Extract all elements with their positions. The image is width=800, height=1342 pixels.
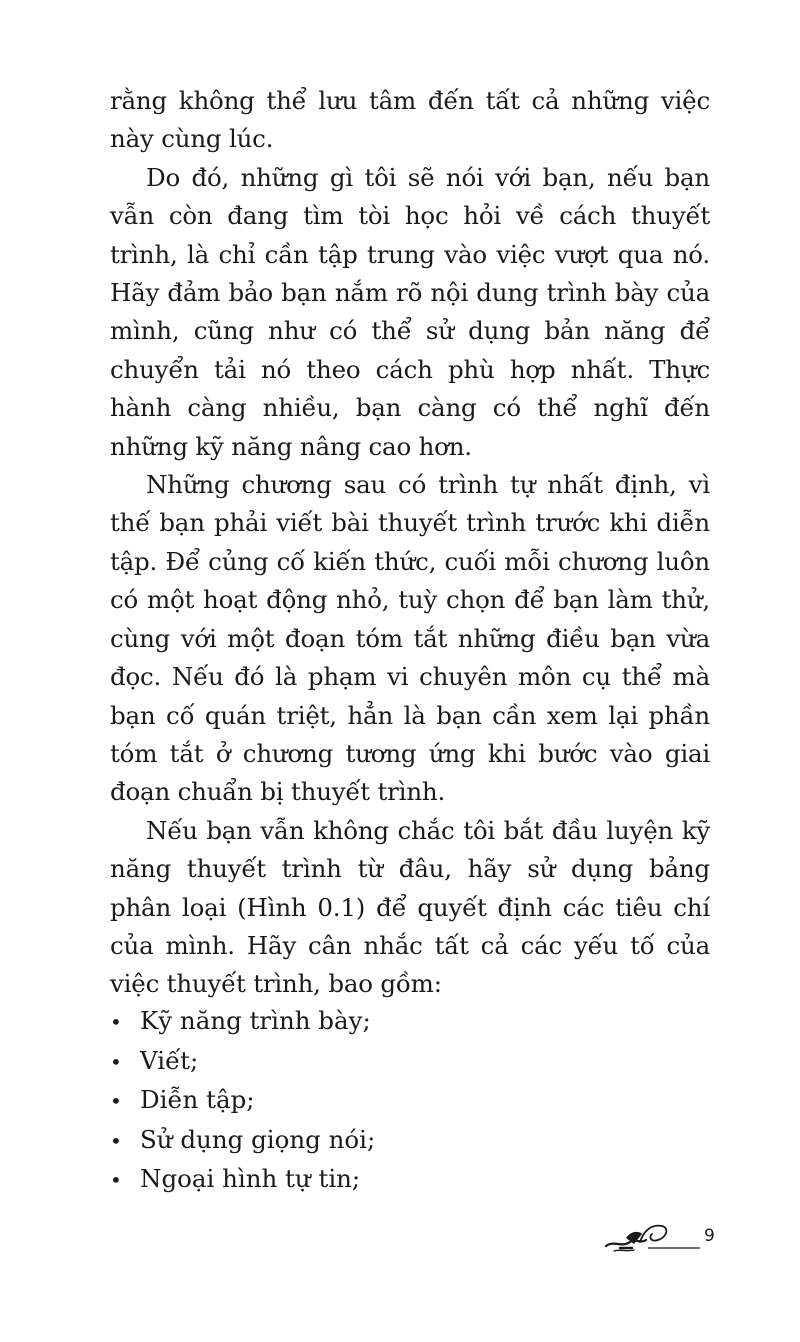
bullet-icon: •: [110, 1010, 122, 1034]
list-item-label: Sử dụng giọng nói;: [140, 1124, 376, 1154]
bullet-icon: •: [110, 1049, 122, 1074]
paragraph-chapter-order: Những chương sau có trình tự nhất định, vì thế bạn phải viết bài thuyết trình trước khi diễn tập. Để củng cố kiến thức, cuối mỗi chương luôn có một hoạt động nhỏ, tuỳ chọn để bạn làm thử, cùng với một đoạn tóm tắt những điều bạn vừa đọc. Nếu đó là phạm vi chuyên môn cụ thể mà bạn cố quán triệt, hẳn là bạn cần xem lại phần tóm tắt ở chương tương ứng khi bước vào giai đoạn chuẩn bị thuyết trình.: [110, 470, 710, 807]
bullet-icon: •: [110, 1168, 122, 1192]
body-text: [110, 82, 710, 1004]
list-item: [110, 1121, 710, 1161]
list-item-label: Diễn tập;: [140, 1085, 255, 1114]
list-item: [110, 1002, 710, 1042]
list-item-label: Viết;: [140, 1045, 199, 1075]
list-item: [110, 1160, 710, 1200]
paragraph-focus-advice: Do đó, những gì tôi sẽ nói với bạn, nếu bạn vẫn còn đang tìm tòi học hỏi về cách thuyết trình, là chỉ cần tập trung vào việc vượt qua nó. Hãy đảm bảo bạn nắm rõ nội dung trình bày của mình, cũng như có thể sử dụng bản năng để chuyển tải nó theo cách phù hợp nhất. Thực hành càng nhiều, bạn càng có thể nghĩ đến những kỹ năng nâng cao hơn.: [110, 162, 710, 461]
list-item-label: Kỹ năng trình bày;: [140, 1006, 371, 1035]
page-footer: [600, 1218, 720, 1258]
paragraph-classification: Nếu bạn vẫn không chắc tôi bắt đầu luyện kỹ năng thuyết trình từ đâu, hãy sử dụng bảng phân loại (Hình 0.1) để quyết định các tiêu chí của mình. Hãy cân nhắc tất cả các yếu tố của việc thuyết trình, bao gồm:: [110, 815, 710, 999]
list-item: [110, 1042, 710, 1082]
page-number: 9: [704, 1226, 715, 1246]
paragraph-continuation: rằng không thể lưu tâm đến tất cả những việc này cùng lúc.: [110, 86, 710, 154]
pen-nib-ornament-icon: [600, 1218, 700, 1254]
bullet-list: [110, 1002, 710, 1200]
list-item: [110, 1081, 710, 1121]
bullet-icon: •: [110, 1089, 122, 1113]
bullet-icon: •: [110, 1128, 122, 1153]
list-item-label: Ngoại hình tự tin;: [140, 1164, 361, 1193]
